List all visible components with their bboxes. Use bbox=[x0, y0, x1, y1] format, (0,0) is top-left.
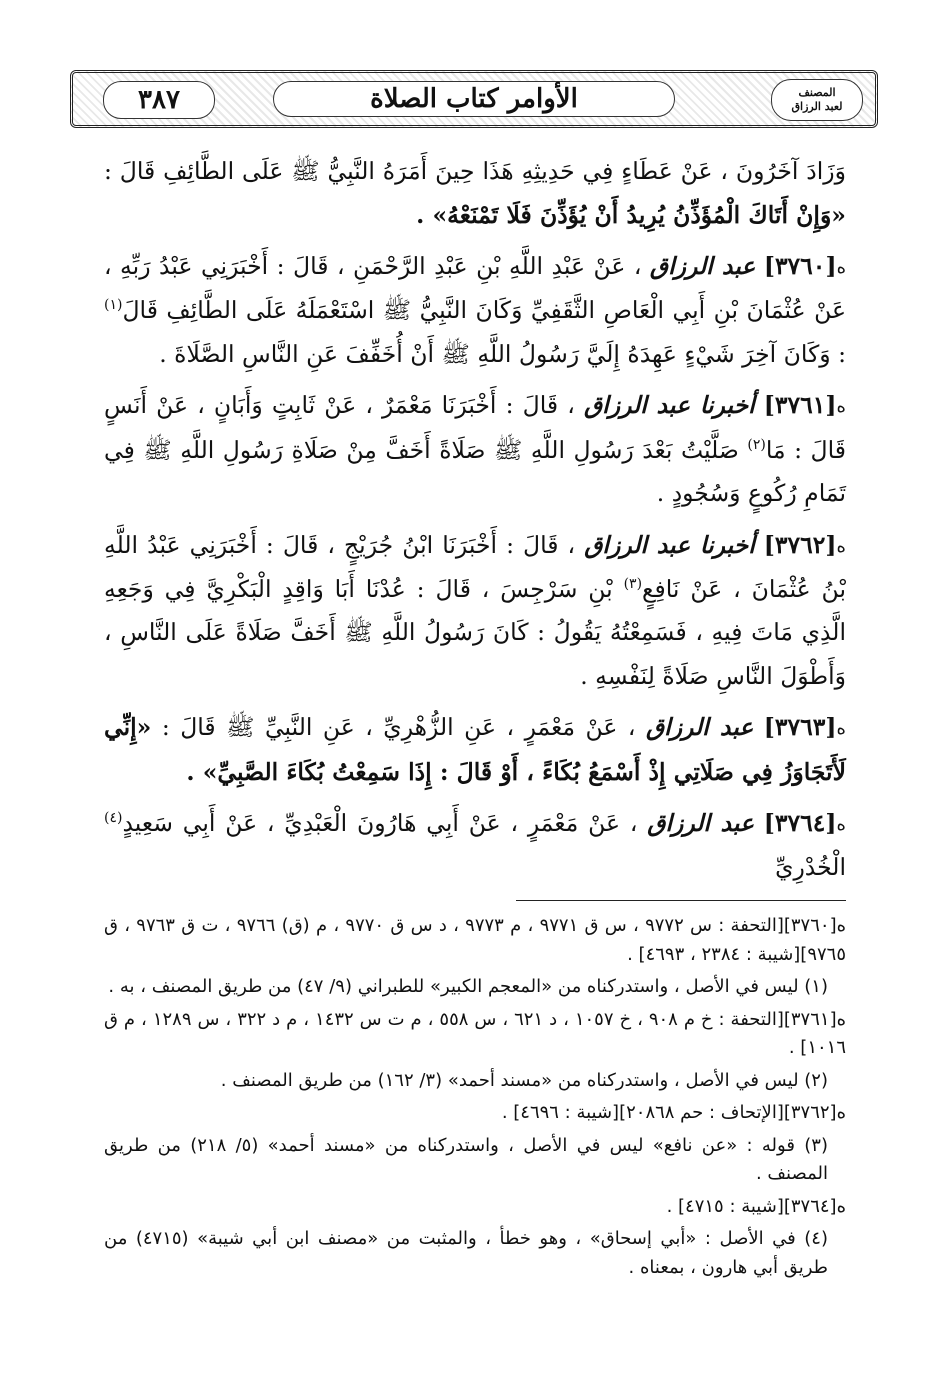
hadith-text: ، عَنْ عَبْدِ اللَّهِ بْنِ عَبْدِ الرَّحْمَنِ ، قَالَ : أَخْبَرَنِي عَبْدُ رَبِّهِ ، عَنْ عُثْمَانَ بْنِ أَبِي الْعَاصِ الثَّقَفِيِّ وَكَانَ النَّبِيُّ ﷺ اسْتَعْمَلَهُ عَلَى الطَّائِفِ قَالَ bbox=[104, 252, 846, 325]
hadith-marker: ه bbox=[836, 535, 846, 557]
hadith-source: أخبرنا عبد الرزاق bbox=[583, 391, 755, 420]
hadith-marker: ه bbox=[836, 718, 846, 739]
hadith-tail: صَلَّيْتُ بَعْدَ رَسُولِ اللَّهِ ﷺ صَلَاةً أَخَفَّ مِنْ صَلَاةِ رَسُولِ اللَّهِ ﷺ فِي تَمَامِ رُكُوعٍ وَسُجُودٍ . bbox=[104, 435, 846, 507]
hadith-paragraph bbox=[104, 384, 846, 515]
footnote-divider bbox=[516, 900, 846, 901]
page-number-frame bbox=[103, 81, 215, 119]
hadith-text: ، قَالَ : أَخْبَرَنَا ابْنُ جُرَيْجٍ ، قَالَ : أَخْبَرَنِي عَبْدُ اللَّهِ بْنُ عُثْمَانَ ، عَنْ نَافِعٍ bbox=[104, 530, 846, 603]
hadith-marker: ه bbox=[836, 813, 846, 835]
footnotes bbox=[104, 912, 846, 1286]
hadith-number: [٣٧٦١] bbox=[763, 391, 837, 420]
hadith-quote: «وَإِنْ أَتَاكَ الْمُؤَذِّنُ يُرِيدُ أَنْ يُؤَذِّنَ فَلَا تَمْنَعْهُ» . bbox=[416, 200, 846, 229]
hadith-paragraph bbox=[104, 524, 846, 699]
reference-note: ه[٣٧٦٠][التحفة : س ٩٧٧٢ ، س ق ٩٧٧١ ، م ٩٧٧٣ ، د س ق ٩٧٧٠ ، م (ق) ٩٧٦٦ ، ت ق ٩٧٦٣ ، ق ٩٧٦٥][شيبة : ٢٣٨٤ ، ٤٦٩٣] . bbox=[104, 915, 847, 965]
footnote: (٤) في الأصل : «أبي إسحاق» ، وهو خطأ ، والمثبت من «مصنف ابن أبي شيبة» (٤٧١٥) من طريق أبي هارون ، بمعناه . bbox=[104, 1228, 828, 1278]
footnote: (٣) قوله : «عن نافع» ليس في الأصل ، واستدركناه من «مسند أحمد» (٥/ ٢١٨) من طريق المصنف . bbox=[104, 1134, 828, 1184]
footnote-ref[interactable]: (١) bbox=[104, 297, 123, 314]
hadith-number: [٣٧٦٤] bbox=[763, 809, 837, 837]
reference-note: ه[٣٧٦٤][شيبة : ٤٧١٥] . bbox=[666, 1195, 846, 1217]
book-emblem bbox=[771, 79, 863, 121]
header-title-frame bbox=[273, 81, 675, 117]
hadith-text: ، عَنْ مَعْمَرٍ ، عَنِ الزُّهْرِيِّ ، عَنِ النَّبِيِّ ﷺ قَالَ : bbox=[161, 713, 636, 742]
header-title: الأوامر كتاب الصلاة bbox=[370, 84, 578, 114]
hadith-number: [٣٧٦٣] bbox=[763, 713, 837, 742]
hadith-tail: : وَكَانَ آخِرَ شَيْءٍ عَهِدَهُ إِلَيَّ رَسُولُ اللَّهِ ﷺ أَنْ أُخَفِّفَ عَنِ النَّاسِ الصَّلَاةَ . bbox=[159, 339, 846, 368]
hadith-source: أخبرنا عبد الرزاق bbox=[584, 530, 755, 559]
hadith-tail: الْخُدْرِيِّ bbox=[775, 853, 846, 882]
emblem-line-1: المصنف bbox=[798, 86, 836, 99]
hadith-quote: «إِنِّي لَأَتَجَاوَزُ فِي صَلَاتِي إِذْ أَسْمَعُ بُكَاءً ، أَوْ قَالَ : إِذَا سَمِعْتُ بُكَاءَ الصَّبِيِّ» . bbox=[104, 713, 846, 786]
hadith-paragraph bbox=[104, 706, 846, 794]
hadith-marker: ه bbox=[836, 256, 846, 278]
hadith-paragraph bbox=[104, 245, 846, 376]
hadith-number: [٣٧٦٢] bbox=[763, 530, 837, 559]
reference-note: ه[٣٧٦٢][الإتحاف : حم ٢٠٨٦٨][شيبة : ٤٦٩٦] . bbox=[501, 1102, 846, 1123]
reference-note: ه[٣٧٦١][التحفة : خ م ٩٠٨ ، خ ١٠٥٧ ، د ٦٢١ ، س ٥٥٨ ، م ت س ١٤٣٢ ، م د ٣٢٢ ، س ١٢٨٩ ، م ق ١٠١٦] . bbox=[104, 1008, 847, 1058]
hadith-text: ، قَالَ : أَخْبَرَنَا مَعْمَرٌ ، عَنْ ثَابِتٍ وَأَبَانٍ ، عَنْ أَنَسٍ قَالَ : مَا bbox=[104, 391, 846, 464]
main-text bbox=[104, 150, 846, 898]
hadith-paragraph bbox=[104, 150, 846, 237]
hadith-source: عبد الرزاق bbox=[649, 252, 756, 280]
hadith-text: وَزَادَ آخَرُونَ ، عَنْ عَطَاءٍ فِي حَدِيثِهِ هَذَا حِينَ أَمَرَهُ النَّبِيُّ ﷺ عَلَى الطَّائِفِ قَالَ : bbox=[104, 157, 846, 185]
footnote-ref[interactable]: (٢) bbox=[747, 436, 766, 453]
hadith-marker: ه bbox=[836, 396, 846, 417]
hadith-text: ، عَنْ مَعْمَرٍ ، عَنْ أَبِي هَارُونَ الْعَبْدِيِّ ، عَنْ أَبِي سَعِيدٍ bbox=[122, 809, 638, 837]
footnote-ref[interactable]: (٣) bbox=[623, 575, 643, 592]
hadith-tail: بْنِ سَرْجِسَ ، قَالَ : عُدْنَا أَبَا وَاقِدٍ الْبَكْرِيَّ فِي وَجَعِهِ الَّذِي مَاتَ فِيهِ ، فَسَمِعْتُهُ يَقُولُ : كَانَ رَسُولُ اللَّهِ ﷺ أَخَفَّ صَلَاةً عَلَى النَّاسِ ، وَأَطْوَلَ النَّاسِ صَلَاةً لِنَفْسِهِ . bbox=[104, 574, 846, 690]
footnote: (١) ليس في الأصل ، واستدركناه من «المعجم الكبير» للطبراني (٩/ ٤٧) من طريق المصنف ، به . bbox=[108, 976, 828, 997]
hadith-number: [٣٧٦٠] bbox=[763, 252, 837, 280]
emblem-line-2: لعبد الرزاق bbox=[791, 100, 843, 113]
hadith-source: عبد الرزاق bbox=[647, 809, 754, 837]
page-number: ٣٨٧ bbox=[138, 85, 180, 115]
hadith-source: عبد الرزاق bbox=[645, 713, 754, 742]
running-header bbox=[70, 70, 878, 128]
footnote: (٢) ليس في الأصل ، واستدركناه من «مسند أحمد» (٣/ ١٦٢) من طريق المصنف . bbox=[220, 1069, 828, 1091]
hadith-paragraph bbox=[104, 802, 846, 890]
footnote-ref[interactable]: (٤) bbox=[104, 810, 123, 827]
